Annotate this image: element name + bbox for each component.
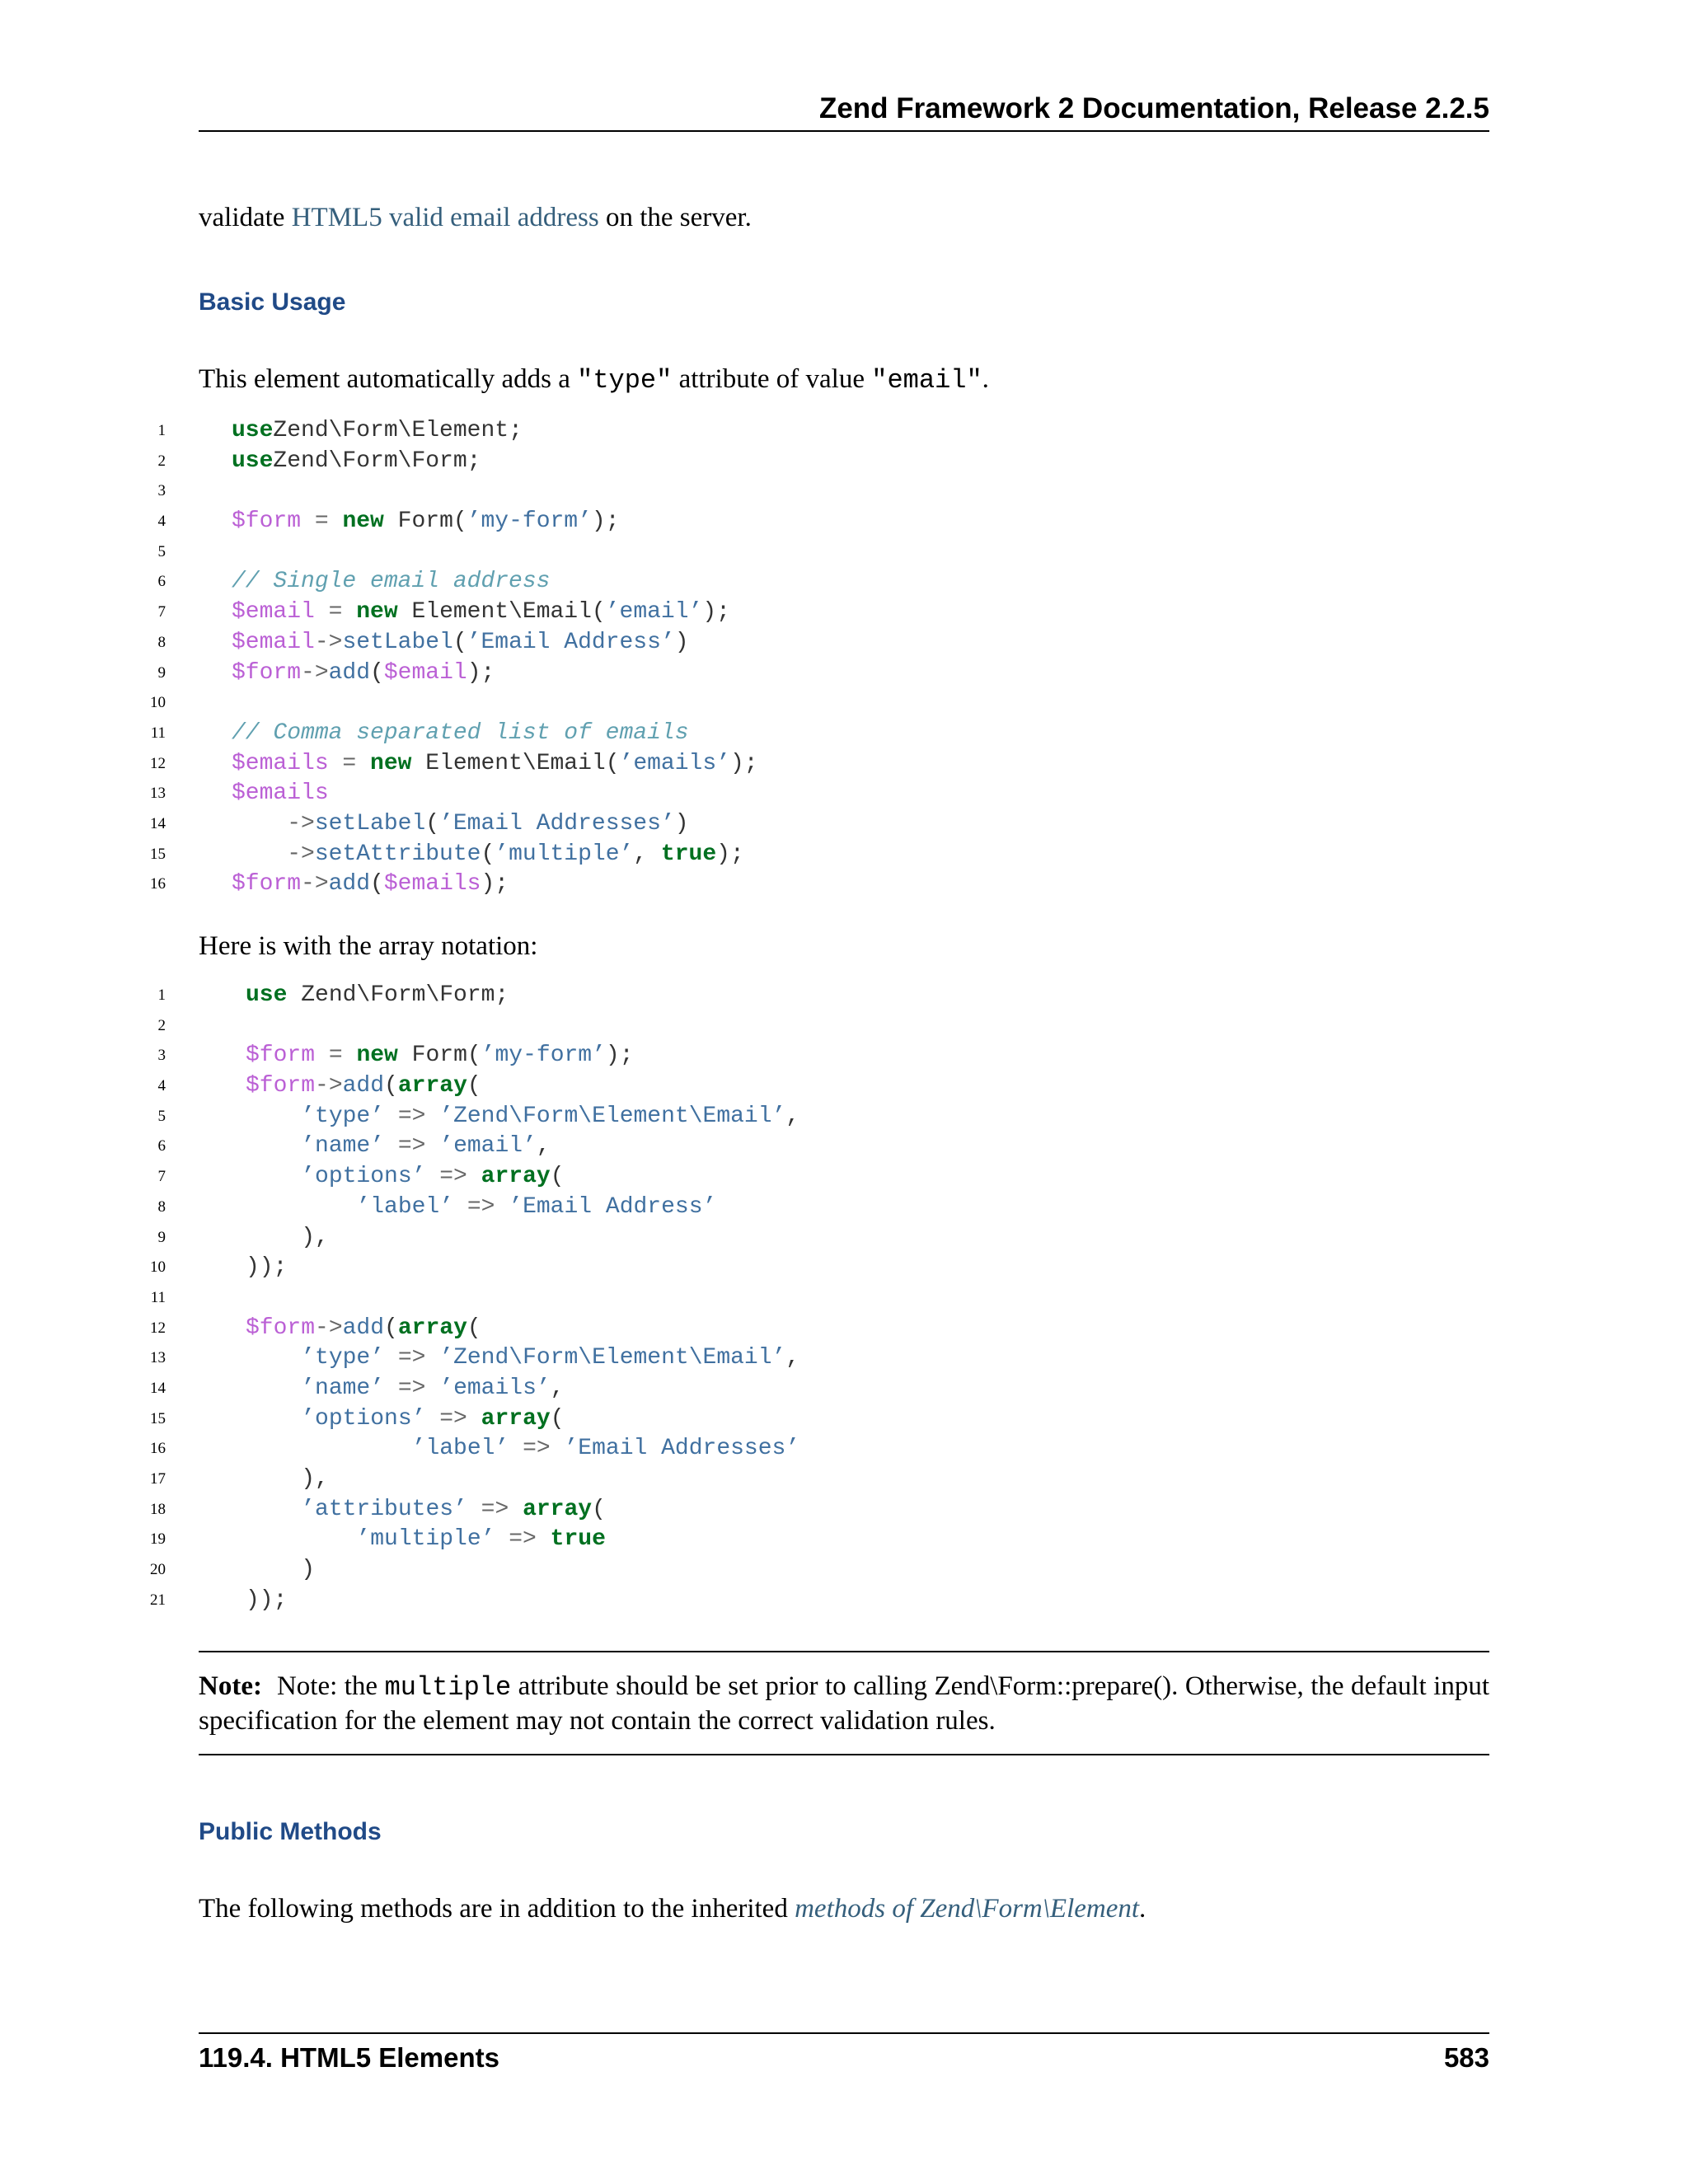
line-number: 13 (150, 785, 166, 803)
code-text: ), (246, 1224, 329, 1250)
line-number: 17 (150, 1470, 166, 1488)
line-number: 12 (150, 1319, 166, 1337)
code-line (133, 749, 758, 780)
line-number: 19 (150, 1530, 166, 1549)
code-text: ’type’ => ’Zend\Form\Element\Email’, (301, 1345, 800, 1371)
code-text: ’label’ => ’Email Address’ (356, 1193, 717, 1220)
line-number: 15 (150, 1409, 166, 1427)
code-line (133, 447, 758, 477)
html5-email-link[interactable]: HTML5 valid email address (291, 203, 599, 232)
note-top-rule (199, 1651, 1489, 1652)
code-text: $form->add($emails); (232, 871, 509, 898)
code-line (133, 1253, 799, 1283)
page-number: 583 (1443, 2042, 1489, 2073)
code-text: $form->add(array( (246, 1315, 481, 1341)
line-number: 9 (157, 663, 166, 682)
line-number: 21 (150, 1591, 166, 1609)
line-number: 14 (150, 814, 166, 832)
line-number: 8 (157, 633, 166, 651)
code-text: ’options’ => array( (301, 1405, 565, 1432)
line-number: 8 (157, 1197, 166, 1216)
code-text: $form->add(array( (246, 1073, 481, 1099)
line-number: 4 (157, 1077, 166, 1095)
code-line (133, 1283, 799, 1314)
code-text: ->setLabel(’Email Addresses’) (287, 810, 689, 837)
code-line (133, 1525, 799, 1555)
code-text: $email = new Element\Email(’email’); (232, 599, 730, 626)
line-number: 4 (157, 513, 166, 531)
code-line (133, 1404, 799, 1435)
line-number: 6 (157, 573, 166, 591)
code-text: $emails = new Element\Email(’emails’); (232, 750, 758, 776)
code-line (133, 1193, 799, 1223)
code-line (133, 1314, 799, 1344)
code-line (133, 1495, 799, 1526)
line-number: 1 (157, 987, 166, 1004)
line-number: 5 (157, 1107, 166, 1125)
code-line (133, 598, 758, 628)
line-number: 1 (157, 422, 166, 439)
code-text: // Single email address (232, 569, 551, 595)
code-text: $form = new Form(’my-form’); (232, 509, 620, 535)
code-text: $form->add($email); (232, 659, 495, 686)
line-number: 16 (150, 1440, 166, 1458)
line-number: 3 (157, 1047, 166, 1065)
code-text: ’type’ => ’Zend\Form\Element\Email’, (301, 1103, 800, 1129)
line-number: 3 (157, 482, 166, 500)
code-line (133, 658, 758, 689)
section-heading-basic-usage: Basic Usage (199, 288, 346, 316)
code-text: $email->setLabel(’Email Address’) (232, 629, 689, 655)
code-line (133, 1223, 799, 1254)
code-line (133, 779, 758, 809)
code-line (133, 1434, 799, 1465)
line-number: 7 (157, 1168, 166, 1186)
code-text: // Comma separated list of emails (232, 719, 689, 746)
note-label: Note: (199, 1671, 262, 1701)
code-line (133, 809, 758, 840)
code-line (133, 476, 758, 507)
code-line (133, 981, 799, 1011)
code-text: ), (246, 1466, 329, 1492)
code-line (133, 567, 758, 598)
code-line (133, 416, 758, 447)
footer-rule (199, 2032, 1489, 2034)
header-rule (199, 130, 1489, 132)
code-line (133, 1041, 799, 1071)
code-line (133, 1465, 799, 1495)
code-block-array (133, 981, 799, 1615)
line-number: 5 (157, 542, 166, 560)
code-text: ’label’ => ’Email Addresses’ (411, 1436, 800, 1462)
code-line (133, 1011, 799, 1042)
code-text: useZend\Form\Form; (232, 448, 481, 474)
code-block-basic (133, 416, 758, 900)
code-text: $form = new Form(’my-form’); (246, 1043, 634, 1069)
code-text: ’name’ => ’email’, (301, 1133, 551, 1160)
code-text: $emails (232, 780, 329, 807)
line-number: 13 (150, 1349, 166, 1367)
line-number: 15 (150, 845, 166, 863)
line-number: 10 (150, 1258, 166, 1277)
code-text: ) (246, 1557, 316, 1583)
line-number: 20 (150, 1561, 166, 1579)
code-line (133, 507, 758, 537)
code-line (133, 1586, 799, 1616)
line-number: 11 (150, 1288, 166, 1306)
code-text: ->setAttribute(’multiple’, true); (287, 841, 744, 867)
array-intro-paragraph: Here is with the array notation: (199, 931, 538, 961)
section-heading-public-methods: Public Methods (199, 1818, 382, 1845)
code-text: ’options’ => array( (301, 1164, 565, 1190)
line-number: 11 (150, 724, 166, 742)
code-text: ’attributes’ => array( (301, 1496, 606, 1522)
basic-usage-paragraph: This element automatically adds a "type" attribute of value "email". (199, 364, 989, 396)
line-number: 16 (150, 875, 166, 893)
footer-section: 119.4. HTML5 Elements (199, 2042, 499, 2073)
line-number: 18 (150, 1500, 166, 1518)
running-header: Zend Framework 2 Documentation, Release 2.2.5 (818, 92, 1489, 124)
code-text: )); (246, 1586, 288, 1613)
code-text: ’name’ => ’emails’, (301, 1375, 565, 1401)
code-line (133, 688, 758, 719)
code-line (133, 1555, 799, 1586)
page-footer (199, 2042, 1489, 2074)
code-line (133, 1374, 799, 1404)
element-methods-link[interactable]: methods of Zend\Form\Element (795, 1894, 1140, 1924)
code-line (133, 869, 758, 900)
code-line (133, 1071, 799, 1102)
line-number: 14 (150, 1379, 166, 1397)
intro-paragraph: validate HTML5 valid email address on the server. (199, 203, 752, 232)
code-line (133, 628, 758, 658)
code-line (133, 840, 758, 870)
line-number: 9 (157, 1228, 166, 1246)
line-number: 7 (157, 603, 166, 621)
code-line (133, 1102, 799, 1132)
code-text: use Zend\Form\Form; (246, 982, 509, 1008)
code-line (133, 1132, 799, 1162)
note-bottom-rule (199, 1754, 1489, 1755)
code-line (133, 1343, 799, 1374)
code-line (133, 719, 758, 749)
line-number: 2 (157, 1016, 166, 1034)
code-line (133, 537, 758, 568)
public-methods-paragraph: The following methods are in addition to the inherited methods of Zend\Form\Element. (199, 1894, 1146, 1924)
line-number: 2 (157, 452, 166, 470)
line-number: 12 (150, 754, 166, 772)
code-text: )); (246, 1254, 288, 1281)
code-line (133, 1162, 799, 1193)
note-box: Note: Note: the multiple attribute should be set prior to calling Zend\Form::prepare(). Otherwise, the default input specification for the element may not contain the correct validation rules. (199, 1671, 1489, 1736)
line-number: 10 (150, 694, 166, 712)
code-text: ’multiple’ => true (356, 1526, 606, 1553)
code-text: useZend\Form\Element; (232, 418, 523, 443)
line-number: 6 (157, 1137, 166, 1155)
